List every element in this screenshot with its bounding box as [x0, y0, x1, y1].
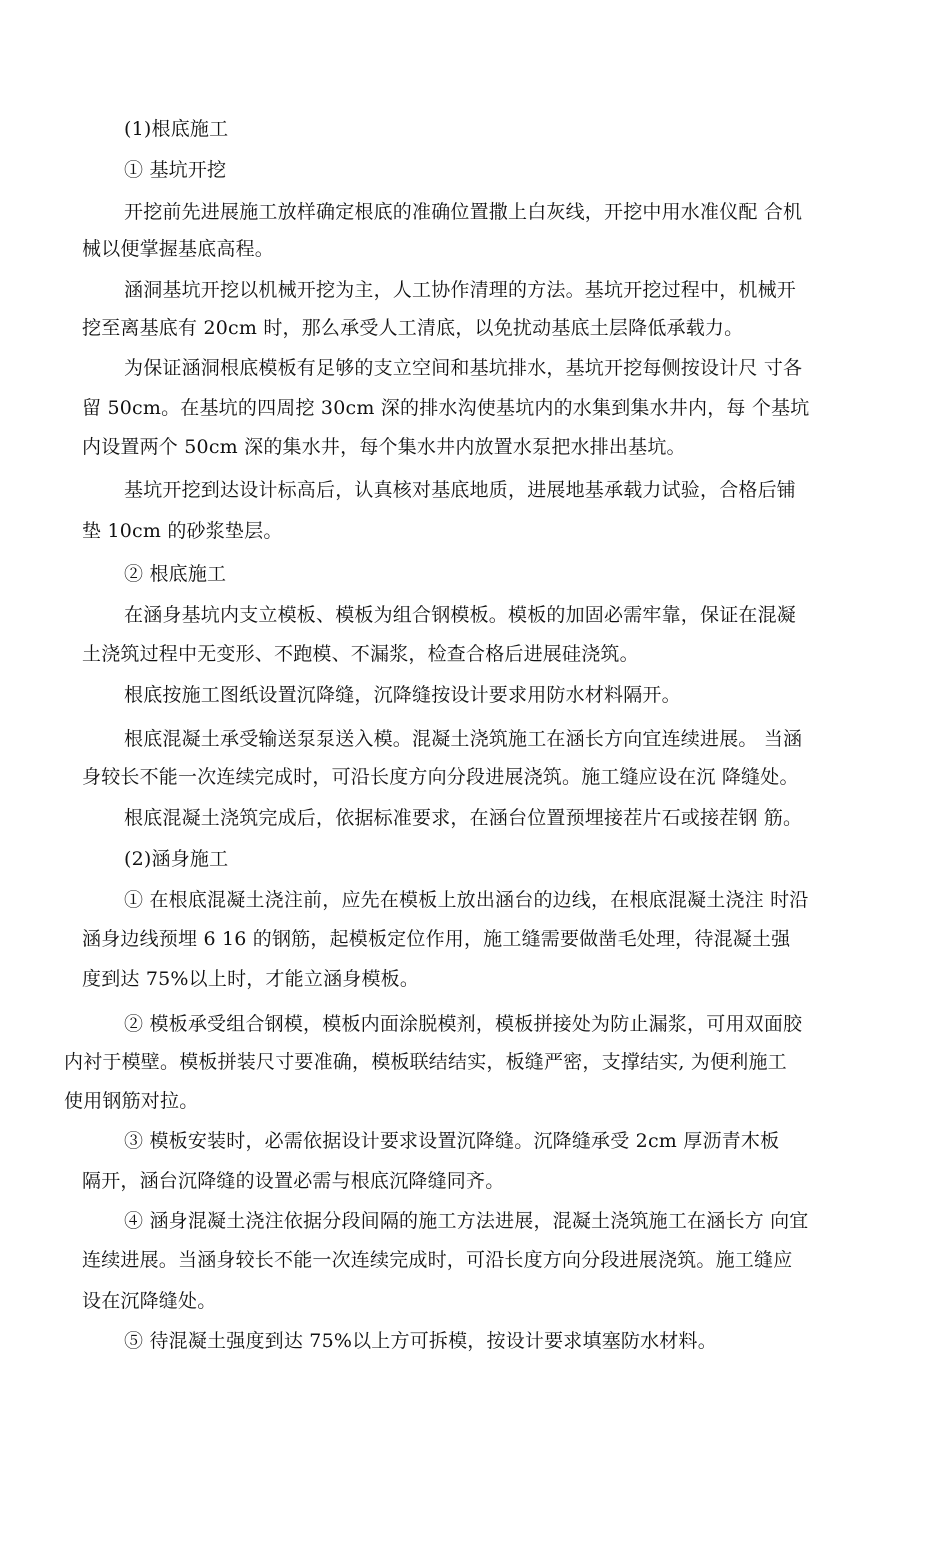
paragraph-line: ④ 涵身混凝土浇注依据分段间隔的施工方法进展，混凝土浇筑施工在涵长方 向宜: [124, 1210, 809, 1232]
paragraph-line: ① 在根底混凝土浇注前，应先在模板上放出涵台的边线，在根底混凝土浇注 时沿: [124, 889, 809, 911]
paragraph-line: 隔开，涵台沉降缝的设置必需与根底沉降缝同齐。: [82, 1170, 505, 1192]
paragraph-line: ② 模板承受组合钢模，模板内面涂脱模剂，模板拼接处为防止漏浆，可用双面胶: [124, 1013, 803, 1035]
paragraph-line: 内衬于模壁。模板拼装尺寸要准确，模板联结结实，板缝严密，支撑结实, 为便利施工: [64, 1051, 787, 1073]
paragraph-line: 涵身边线预埋 6 16 的钢筋，起模板定位作用，施工缝需要做凿毛处理，待混凝土强: [82, 928, 791, 950]
paragraph-line: 基坑开挖到达设计标高后，认真核对基底地质，进展地基承载力试验，合格后铺: [124, 479, 797, 501]
paragraph-line: 身较长不能一次连续完成时，可沿长度方向分段进展浇筑。施工缝应设在沉 降缝处。: [82, 766, 799, 788]
paragraph-line: 度到达 75%以上时，才能立涵身模板。: [82, 968, 420, 990]
paragraph-line: 使用钢筋对拉。: [64, 1090, 199, 1112]
paragraph-line: ⑤ 待混凝土强度到达 75%以上方可拆模，按设计要求填塞防水材料。: [124, 1330, 717, 1352]
paragraph-line: 根底混凝土浇筑完成后，依据标准要求，在涵台位置预埋接茬片石或接茬钢 筋。: [124, 807, 803, 829]
heading-foundation-construction: (1)根底施工: [124, 118, 229, 140]
paragraph-line: 在涵身基坑内支立模板、模板为组合钢模板。模板的加固必需牢靠，保证在混凝: [124, 604, 797, 626]
subheading-foundation-construction: ② 根底施工: [124, 563, 227, 585]
subheading-pit-excavation: ① 基坑开挖: [124, 159, 227, 181]
paragraph-line: 涵洞基坑开挖以机械开挖为主，人工协作清理的方法。基坑开挖过程中，机械开: [124, 279, 797, 301]
paragraph-line: 根底按施工图纸设置沉降缝，沉降缝按设计要求用防水材料隔开。: [124, 684, 681, 706]
paragraph-line: 为保证涵洞根底模板有足够的支立空间和基坑排水，基坑开挖每侧按设计尺 寸各: [124, 357, 803, 379]
paragraph-line: 械以便掌握基底高程。: [82, 238, 275, 260]
paragraph-line: 连续进展。当涵身较长不能一次连续完成时，可沿长度方向分段进展浇筑。施工缝应: [82, 1249, 793, 1271]
paragraph-line: 土浇筑过程中无变形、不跑模、不漏浆，检查合格后进展硅浇筑。: [82, 643, 639, 665]
paragraph-line: 开挖前先进展施工放样确定根底的准确位置撒上白灰线，开挖中用水准仪配 合机: [124, 201, 803, 223]
paragraph-line: 内设置两个 50cm 深的集水井，每个集水井内放置水泵把水排出基坑。: [82, 436, 686, 458]
paragraph-line: 根底混凝土承受输送泵泵送入模。混凝土浇筑施工在涵长方向宜连续进展。 当涵: [124, 728, 803, 750]
paragraph-line: 设在沉降缝处。: [82, 1290, 217, 1312]
heading-culvert-body-construction: (2)涵身施工: [124, 848, 229, 870]
paragraph-line: 留 50cm。在基坑的四周挖 30cm 深的排水沟使基坑内的水集到集水井内，每 个基坑: [82, 397, 810, 419]
paragraph-line: 垫 10cm 的砂浆垫层。: [82, 520, 283, 542]
paragraph-line: ③ 模板安装时，必需依据设计要求设置沉降缝。沉降缝承受 2cm 厚沥青木板: [124, 1130, 780, 1152]
paragraph-line: 挖至离基底有 20cm 时，那么承受人工清底，以免扰动基底土层降低承载力。: [82, 317, 744, 339]
